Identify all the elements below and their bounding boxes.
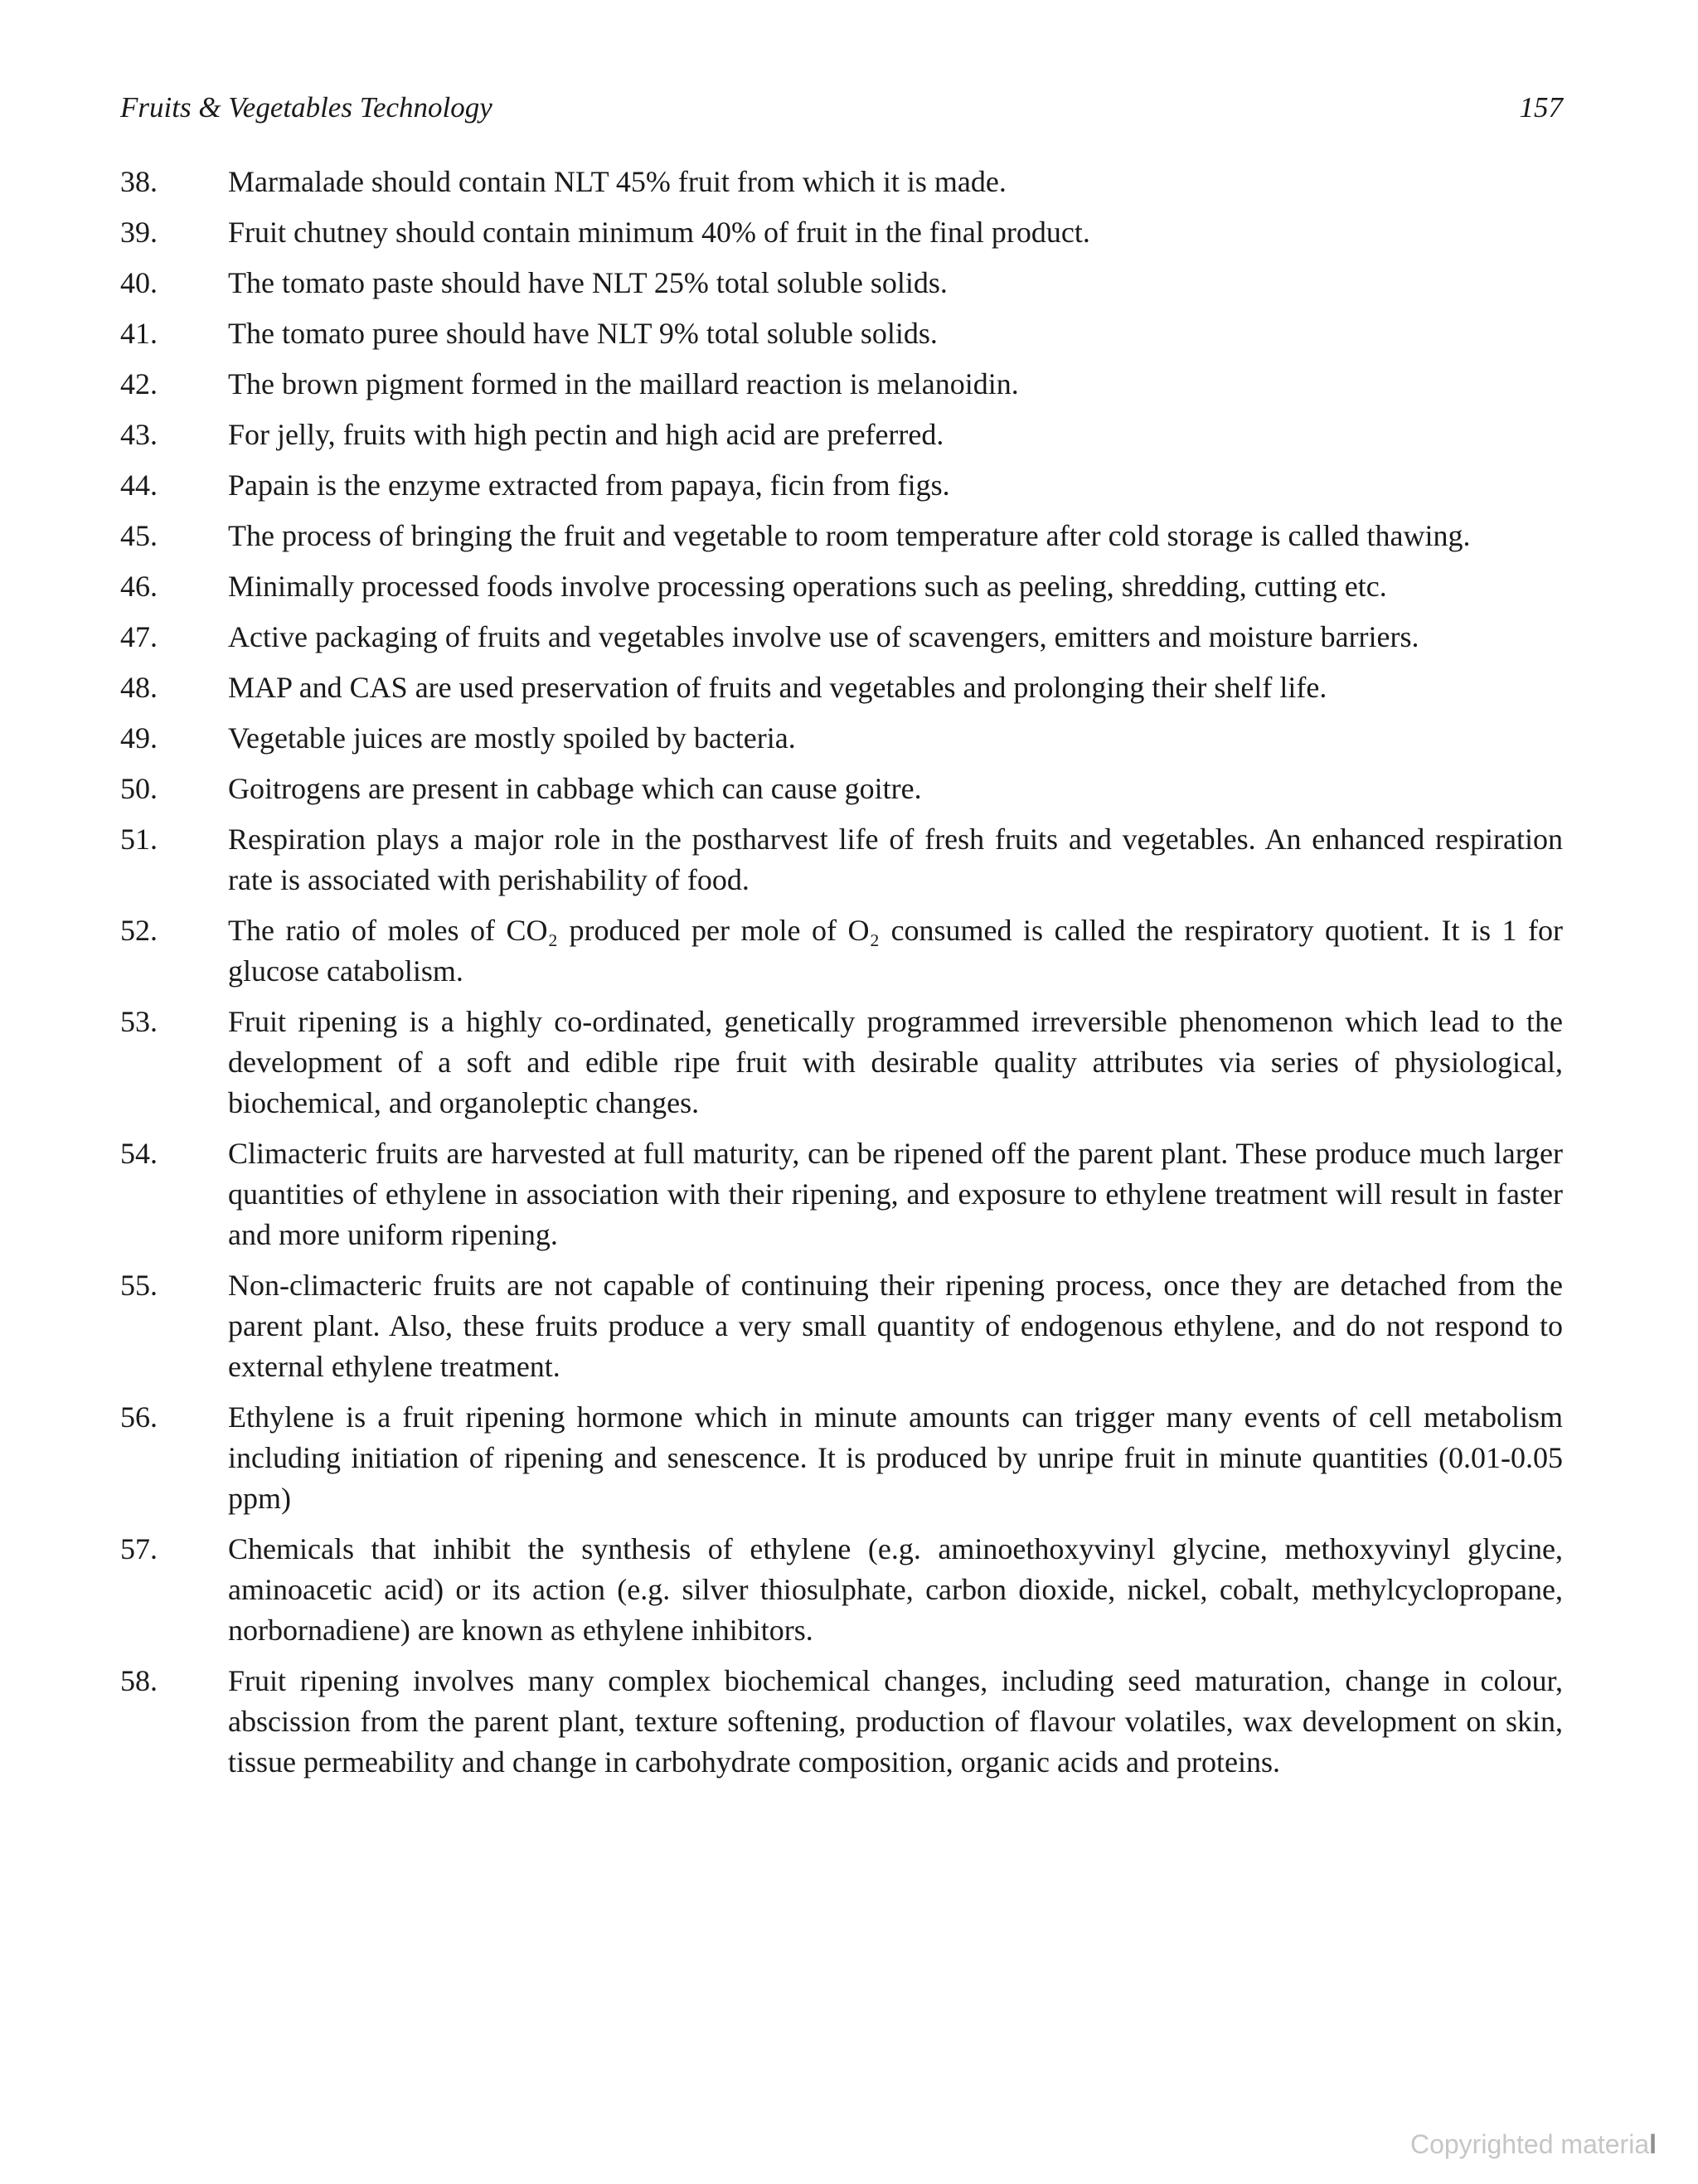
list-item <box>120 667 1563 708</box>
running-header <box>120 91 1563 133</box>
item-text: Fruit ripening involves many complex biochemical changes, including seed maturation, change in colour, abscission from the parent plant, texture softening, production of flavour volatiles, wax development on skin, tissue permeability and change in carbohydrate composition, organic acids and proteins. <box>228 1664 1563 1779</box>
item-number: 42. <box>120 367 158 400</box>
list-item <box>120 769 1563 809</box>
item-number: 47. <box>120 620 158 653</box>
item-text: Goitrogens are present in cabbage which can cause goitre. <box>228 772 922 805</box>
item-number: 49. <box>120 721 158 755</box>
list-item <box>120 313 1563 354</box>
list-item <box>120 1397 1563 1519</box>
item-number: 45. <box>120 519 158 552</box>
item-text: Marmalade should contain NLT 45% fruit from which it is made. <box>228 165 1007 198</box>
item-number: 58. <box>120 1664 158 1697</box>
list-item <box>120 1265 1563 1387</box>
watermark-text: Copyrighted materia <box>1409 2129 1650 2159</box>
item-text: Climacteric fruits are harvested at full maturity, can be ripened off the parent plant. These produce much larger quantities of ethylene in association with their ripening, and exposure to ethylene treatment will result in faster and more uniform ripening. <box>228 1137 1563 1251</box>
item-text: The ratio of moles of CO₂ produced per mole of O₂ consumed is called the respiratory quotient. It is 1 for glucose catabolism. <box>228 914 1563 988</box>
item-text: The tomato paste should have NLT 25% total soluble solids. <box>228 266 948 299</box>
item-text: The process of bringing the fruit and vegetable to room temperature after cold storage is called thawing. <box>228 519 1471 552</box>
item-text: Ethylene is a fruit ripening hormone which in minute amounts can trigger many events of cell metabolism including initiation of ripening and senescence. It is produced by unripe fruit in minute quantities (0.01-0.05 ppm) <box>228 1400 1563 1515</box>
list-item <box>120 718 1563 759</box>
fact-list <box>120 162 1563 1793</box>
list-item <box>120 162 1563 202</box>
page-number: 157 <box>1519 91 1563 124</box>
list-item <box>120 212 1563 253</box>
item-text: The brown pigment formed in the maillard reaction is melanoidin. <box>228 367 1019 400</box>
list-item <box>120 566 1563 607</box>
item-number: 57. <box>120 1532 158 1565</box>
item-number: 48. <box>120 671 158 704</box>
list-item <box>120 516 1563 556</box>
item-number: 46. <box>120 570 158 603</box>
item-text: Vegetable juices are mostly spoiled by bacteria. <box>228 721 796 755</box>
item-text: Minimally processed foods involve processing operations such as peeling, shredding, cutting etc. <box>228 570 1387 603</box>
watermark-text-end: l <box>1649 2129 1657 2159</box>
item-text: Fruit ripening is a highly co-ordinated, genetically programmed irreversible phenomenon which lead to the development of a soft and edible ripe fruit with desirable quality attributes via series of physiological, biochemical, and organoleptic changes. <box>228 1005 1563 1119</box>
item-number: 50. <box>120 772 158 805</box>
list-item <box>120 1133 1563 1255</box>
item-text: For jelly, fruits with high pectin and high acid are preferred. <box>228 418 944 451</box>
item-number: 55. <box>120 1269 158 1302</box>
list-item <box>120 415 1563 455</box>
list-item <box>120 1661 1563 1783</box>
item-text: Fruit chutney should contain minimum 40% of fruit in the final product. <box>228 216 1090 249</box>
list-item <box>120 617 1563 658</box>
item-number: 54. <box>120 1137 158 1170</box>
item-text: MAP and CAS are used preservation of fruits and vegetables and prolonging their shelf life. <box>228 671 1327 704</box>
item-number: 52. <box>120 914 158 947</box>
item-text: Papain is the enzyme extracted from papaya, ficin from figs. <box>228 468 950 502</box>
item-number: 53. <box>120 1005 158 1038</box>
item-number: 56. <box>120 1400 158 1434</box>
item-number: 51. <box>120 823 158 856</box>
list-item <box>120 465 1563 506</box>
copyright-watermark <box>1410 2129 1657 2160</box>
item-number: 44. <box>120 468 158 502</box>
list-item <box>120 263 1563 303</box>
item-text: Respiration plays a major role in the postharvest life of fresh fruits and vegetables. An enhanced respiration rate is associated with perishability of food. <box>228 823 1563 896</box>
item-text: Non-climacteric fruits are not capable of continuing their ripening process, once they are detached from the parent plant. Also, these fruits produce a very small quantity of endogenous ethylene, and do not respond to external ethylene treatment. <box>228 1269 1563 1383</box>
item-text: Active packaging of fruits and vegetables involve use of scavengers, emitters and moisture barriers. <box>228 620 1419 653</box>
book-title: Fruits & Vegetables Technology <box>120 91 492 124</box>
item-text: Chemicals that inhibit the synthesis of ethylene (e.g. aminoethoxyvinyl glycine, methoxyvinyl glycine, aminoacetic acid) or its action (e.g. silver thiosulphate, carbon dioxide, nickel, cobalt, methylcyclopropane, norbornadiene) are known as ethylene inhibitors. <box>228 1532 1563 1647</box>
list-item <box>120 1002 1563 1124</box>
list-item <box>120 364 1563 405</box>
item-number: 40. <box>120 266 158 299</box>
list-item <box>120 910 1563 992</box>
item-number: 39. <box>120 216 158 249</box>
item-number: 38. <box>120 165 158 198</box>
list-item <box>120 1529 1563 1651</box>
item-text: The tomato puree should have NLT 9% total soluble solids. <box>228 317 938 350</box>
list-item <box>120 819 1563 900</box>
item-number: 43. <box>120 418 158 451</box>
item-number: 41. <box>120 317 158 350</box>
